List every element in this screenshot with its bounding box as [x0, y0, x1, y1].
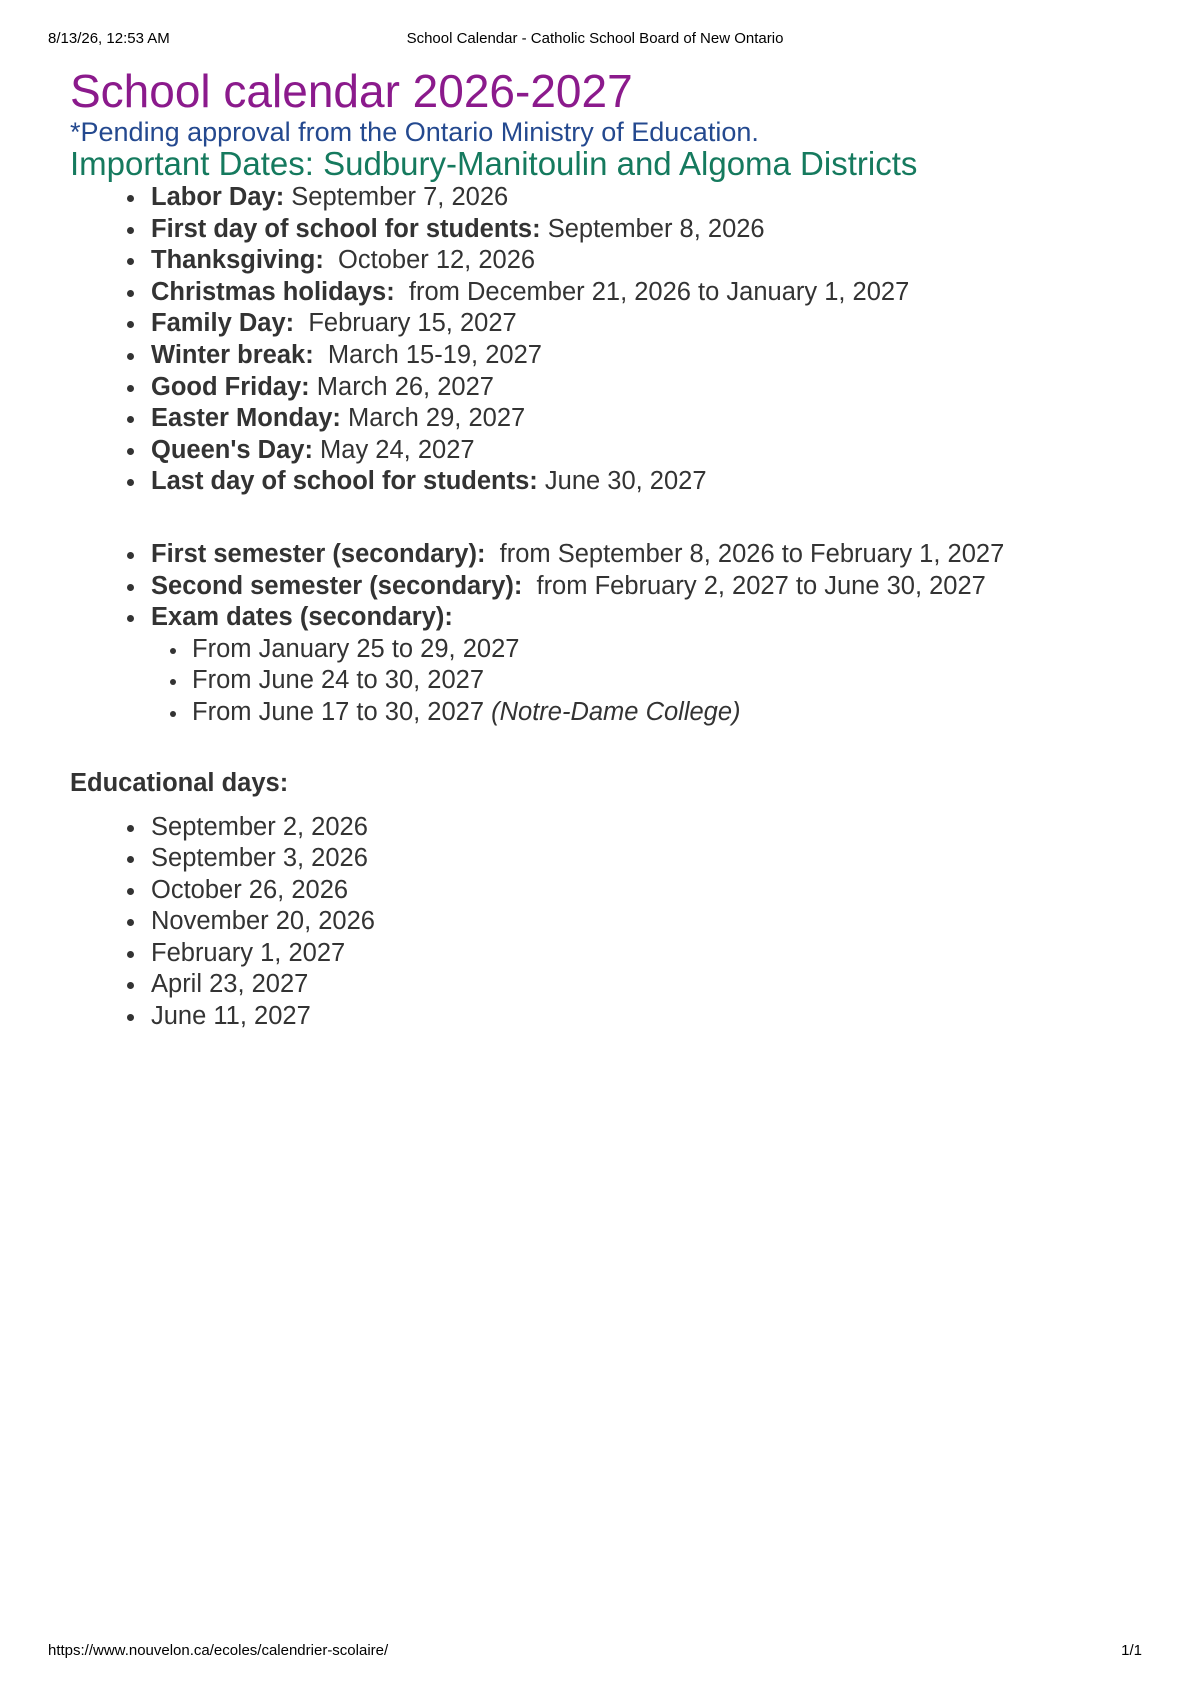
print-header: [48, 30, 1142, 50]
date-label: Thanksgiving:: [151, 246, 324, 275]
date-value: October 12, 2026: [338, 246, 536, 275]
page-content: [70, 64, 1150, 1033]
list-item: February 1, 2027: [151, 938, 1150, 970]
date-label: Easter Monday:: [151, 404, 341, 433]
page-title: School calendar 2026-2027: [70, 65, 633, 117]
list-item-queens-day: [151, 435, 1150, 467]
list-item-good-friday: [151, 372, 1150, 404]
list-item-exam-dates: [151, 602, 1150, 728]
list-item-family-day: [151, 308, 1150, 340]
page-number: 1/1: [1121, 1642, 1142, 1659]
date-value: March 26, 2027: [316, 372, 494, 401]
date-value: from February 2, 2027 to June 30, 2027: [536, 571, 986, 600]
exam-date-note: (Notre-Dame College): [491, 697, 741, 726]
date-value: May 24, 2027: [320, 435, 475, 464]
pending-approval-note: *Pending approval from the Ontario Ministry of Education.: [70, 117, 759, 147]
list-item-second-semester: [151, 571, 1150, 603]
date-label: First day of school for students:: [151, 214, 541, 243]
date-label: Last day of school for students:: [151, 467, 538, 496]
date-label: First semester (secondary):: [151, 539, 486, 568]
exam-item: [192, 665, 1150, 697]
list-item-thanksgiving: [151, 245, 1150, 277]
date-value: June 30, 2027: [544, 467, 707, 496]
print-footer: [48, 1642, 1142, 1662]
date-value: September 7, 2026: [291, 183, 509, 211]
list-item: October 26, 2026: [151, 875, 1150, 907]
date-value: February 15, 2027: [308, 309, 517, 338]
date-value: March 29, 2027: [347, 404, 526, 433]
list-item-christmas: [151, 277, 1150, 309]
date-value: from December 21, 2026 to January 1, 2027: [408, 277, 910, 306]
educational-days-heading: Educational days:: [70, 768, 289, 797]
exam-date-text: From January 25 to 29, 2027: [192, 634, 520, 663]
list-item: November 20, 2026: [151, 906, 1150, 938]
important-dates-list: [70, 182, 1150, 498]
date-label: Good Friday:: [151, 372, 310, 401]
list-item-first-semester: [151, 539, 1150, 571]
exam-dates-sublist: [151, 634, 1150, 729]
exam-item: [192, 697, 1150, 729]
date-label: Christmas holidays:: [151, 277, 395, 306]
date-label: Labor Day:: [151, 183, 285, 211]
secondary-dates-list: [70, 539, 1150, 729]
list-item: April 23, 2027: [151, 969, 1150, 1001]
list-item: September 3, 2026: [151, 843, 1150, 875]
list-item-labor-day: [151, 182, 1150, 214]
print-document-title: School Calendar - Catholic School Board of New Ontario: [406, 30, 784, 47]
list-item-first-day: [151, 214, 1150, 246]
educational-days-list: [70, 812, 1150, 1033]
exam-date-text: From June 24 to 30, 2027: [192, 666, 485, 695]
list-item: June 11, 2027: [151, 1001, 1150, 1033]
exam-item: [192, 634, 1150, 666]
date-label: Exam dates (secondary):: [151, 603, 453, 632]
exam-date-text: From June 17 to 30, 2027: [192, 697, 485, 726]
date-label: Second semester (secondary):: [151, 571, 523, 600]
list-item: September 2, 2026: [151, 812, 1150, 844]
list-item-last-day: [151, 466, 1150, 498]
list-item-easter-monday: [151, 403, 1150, 435]
print-url: https://www.nouvelon.ca/ecoles/calendrier-scolaire/: [48, 1642, 389, 1659]
date-label: Queen's Day:: [151, 435, 313, 464]
date-value: March 15-19, 2027: [327, 340, 542, 369]
print-datetime: 8/13/26, 12:53 AM: [48, 30, 170, 47]
date-value: September 8, 2026: [547, 214, 765, 243]
date-label: Winter break:: [151, 340, 314, 369]
date-value: from September 8, 2026 to February 1, 2027: [499, 539, 1005, 568]
list-item-winter-break: [151, 340, 1150, 372]
important-dates-heading: Important Dates: Sudbury-Manitoulin and Algoma Districts: [70, 145, 918, 182]
date-label: Family Day:: [151, 309, 295, 338]
section-spacer: [70, 498, 1150, 539]
